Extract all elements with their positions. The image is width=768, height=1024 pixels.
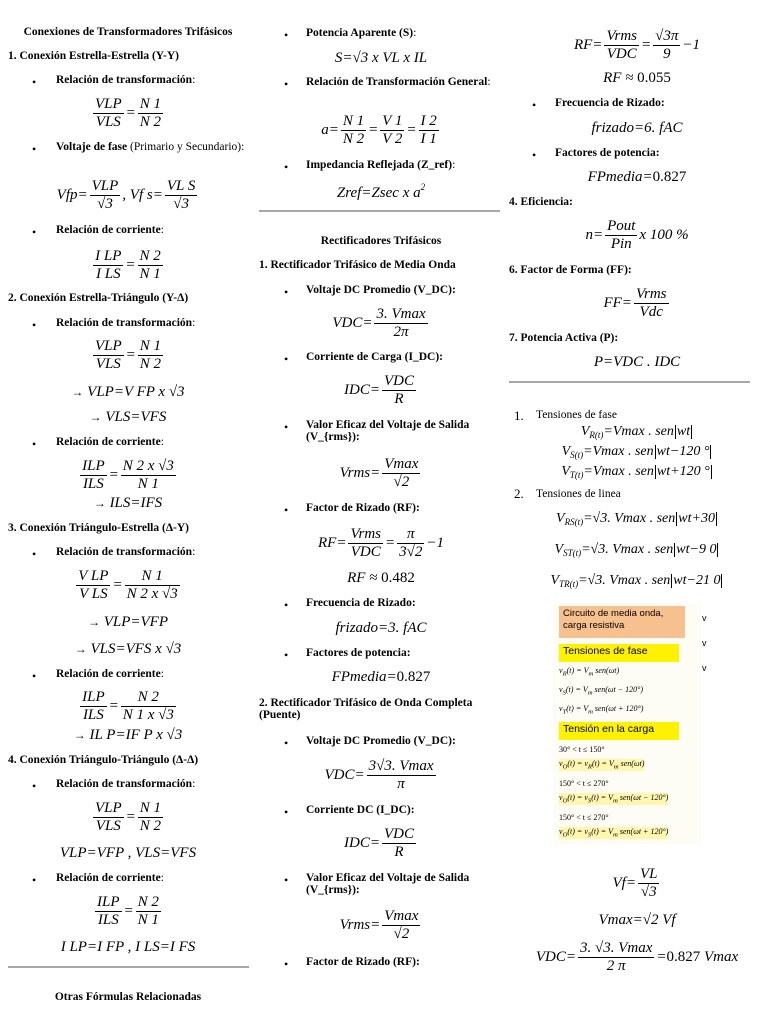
image-edge-mark: v: [702, 613, 707, 623]
image-formula: $v_O(t) = v_S(t) = V_m$ sen(ωt − 120°): [559, 793, 669, 805]
bullet-item: Frecuencia de Rizado:: [306, 597, 416, 609]
bullet-item: Valor Eficaz del Voltaje de Salida (V_{rms}):: [306, 419, 470, 443]
bullet-icon: •: [32, 75, 37, 89]
formula: RF= Vrms VDC = $\frac{√3\pi}{9}$ −1: [573, 28, 700, 62]
divider: [8, 966, 249, 968]
bullet-icon: •: [32, 873, 37, 887]
bullet-item: Factor de Rizado (RF):: [306, 956, 420, 968]
formula: FF= Vrms Vdc: [603, 286, 667, 320]
heading-full-wave: 2. Rectificador Trifásico de Onda Completa (Puente): [259, 697, 473, 721]
bullet-icon: •: [284, 736, 289, 750]
formula: $V_{ST(t)}=√3$. Vmax . sen wt−9 0: [554, 542, 717, 558]
formula: S=√3 x VL x IL: [334, 50, 428, 66]
heading-form-factor: 6. Factor de Forma (FF):: [509, 264, 632, 276]
formula: Zref=Zsec x $a^2$: [336, 182, 426, 201]
image-formula: $v_R(t) = V_m$ sen(ωt): [559, 666, 620, 678]
formula: VLP VLS = $\frac{N 1}{N 2}$: [94, 338, 162, 372]
bullet-icon: •: [32, 547, 37, 561]
image-title-box: Circuito de media onda, carga resistiva: [559, 606, 685, 638]
bullet-item: Relación de Transformación General:: [306, 76, 491, 88]
formula: RF ≈ 0.482: [347, 570, 415, 586]
bullet-icon: •: [32, 779, 37, 793]
bullet-icon: •: [32, 142, 37, 156]
heading-half-wave: 1. Rectificador Trifásico de Media Onda: [259, 259, 456, 271]
bullet-icon: •: [284, 352, 289, 366]
formula: IDC= VDC R: [344, 826, 414, 860]
bullet-icon: •: [284, 28, 289, 42]
image-load-box: Tensión en la carga: [559, 722, 679, 740]
image-formula: $v_T(t) = V_m$ sen(ωt + 120°): [559, 704, 644, 716]
list-item: Tensiones de linea: [536, 488, 621, 500]
bullet-icon: •: [32, 669, 37, 683]
bullet-item: Voltaje DC Promedio (V_DC):: [306, 735, 456, 747]
formula: RF ≈ 0.055: [603, 70, 671, 86]
bullet-item: Relación de corriente:: [56, 436, 164, 448]
formula: RF= Vrms VDC = $\frac{\pi}{3√2}$ −1: [318, 526, 444, 560]
bullet-icon: •: [284, 285, 289, 299]
formula: $V_{T(t)}=Vmax$ . sen wt+120 °: [561, 464, 710, 480]
bullet-item: Relación de transformación:: [56, 74, 196, 86]
formula: $V_{RS(t)}=√3$. Vmax . sen wt+30: [556, 511, 715, 527]
heading-deltadelta: 4. Conexión Triángulo-Triángulo (Δ-Δ): [8, 754, 199, 766]
image-formula: $v_O(t) = v_R(t) = V_m$ sen(ωt): [559, 759, 645, 771]
image-formula: 30° < t ≤ 150°: [559, 745, 605, 754]
image-edge-mark: v: [702, 663, 707, 673]
list-number: 2.: [514, 486, 524, 501]
formula: Vfp= VLP √3 , Vf s= $\frac{\text{VL S}}{√3}$: [56, 178, 196, 212]
heading-deltay: 3. Conexión Triángulo-Estrella (Δ-Y): [8, 522, 189, 534]
formula: I LP=I FP , I LS=I FS: [60, 939, 196, 955]
formula: Vmax=√2 Vf: [598, 912, 676, 928]
formula: $V_{R(t)}=Vmax$ . sen wt: [580, 424, 691, 440]
formula: VDC= 3. Vmax 2π: [332, 306, 426, 340]
bullet-item: Corriente de Carga (I_DC):: [306, 351, 444, 363]
formula: $V_{S(t)}=Vmax$ . sen wt−120 °: [561, 444, 710, 460]
bullet-icon: •: [284, 420, 289, 434]
formula: IDC= VDC R: [344, 373, 414, 407]
image-formula: 150° < t ≤ 270°: [559, 813, 609, 822]
bullet-item: Factor de Rizado (RF):: [306, 502, 420, 514]
formula: VDC= 3√3. Vmax π: [324, 758, 434, 792]
bullet-icon: •: [284, 503, 289, 517]
bullet-item: Relación de corriente:: [56, 224, 164, 236]
heading-ydelta: 2. Conexión Estrella-Triángulo (Y-Δ): [8, 292, 189, 304]
formula: → VLS=VFS: [89, 409, 167, 425]
formula: Vf= $\frac{VL}{√3}$: [612, 866, 658, 900]
bullet-icon: •: [284, 648, 289, 662]
formula: ILP ILS = $\frac{N 2 x √3}{N 1}$: [82, 458, 174, 492]
heading-active-power: 7. Potencia Activa (P):: [509, 332, 619, 344]
image-formula: 150° < t ≤ 270°: [559, 779, 609, 788]
bullet-icon: •: [532, 148, 537, 162]
bullet-item: Potencia Aparente (S):: [306, 27, 417, 39]
formula: frizado=3. fAC: [335, 620, 427, 636]
formula: Vrms= Vmax √2: [339, 908, 419, 942]
formula: → ILS=IFS: [93, 495, 163, 511]
image-formula: $v_O(t) = v_S(t) = V_m$ sen(ωt + 120°): [559, 827, 669, 839]
formula: ILP ILS = $\frac{N 2}{N 1 x √3}$: [82, 689, 174, 723]
formula: $\frac{\text{I LP}}{\text{I LS}}$ = $\frac{N 2}{N 1}$: [95, 248, 161, 282]
bullet-item: Voltaje de fase (Primario y Secundario):: [56, 141, 245, 153]
heading-yy: 1. Conexión Estrella-Estrella (Y-Y): [8, 50, 180, 62]
formula: VLP=VFP , VLS=VFS: [59, 845, 197, 861]
formula: VDC= 3. √3. Vmax 2 π =0.827 Vmax: [535, 940, 739, 974]
image-edge-mark: v: [702, 638, 707, 648]
section-title-other: Otras Fórmulas Relacionadas: [54, 991, 202, 1003]
list-number: 1.: [514, 408, 524, 423]
formula: → VLP=V FP x √3: [71, 384, 185, 400]
formula: → VLS=VFS x √3: [74, 641, 182, 657]
formula: → IL P=IF P x √3: [73, 727, 183, 743]
bullet-item: Voltaje DC Promedio (V_DC):: [306, 284, 456, 296]
bullet-icon: •: [32, 318, 37, 332]
list-item: Tensiones de fase: [536, 409, 617, 421]
bullet-icon: •: [284, 598, 289, 612]
formula: VLP VLS = $\frac{N 1}{N 2}$: [94, 96, 162, 130]
bullet-item: Factores de potencia:: [555, 147, 660, 159]
bullet-icon: •: [532, 98, 537, 112]
formula: VLP VLS = $\frac{N 1}{N 2}$: [94, 800, 162, 834]
formula: FPmedia=0.827: [331, 669, 431, 685]
bullet-item: Frecuencia de Rizado:: [555, 97, 665, 109]
divider: [259, 210, 500, 212]
heading-efficiency: 4. Eficiencia:: [509, 196, 573, 208]
bullet-icon: •: [284, 805, 289, 819]
formula: a= $\frac{N 1}{N 2}$ = $\frac{V 1}{V 2}$ = $\frac{I 2}{I 1}$: [321, 113, 437, 147]
bullet-item: Relación de corriente:: [56, 668, 164, 680]
bullet-item: Relación de corriente:: [56, 872, 164, 884]
formula: → VLP=VFP: [87, 614, 169, 630]
formula: frizado=6. fAC: [591, 120, 683, 136]
embedded-notes-image: [553, 603, 701, 845]
bullet-icon: •: [32, 225, 37, 239]
formula: FPmedia=0.827: [587, 169, 687, 185]
bullet-item: Relación de transformación:: [56, 546, 196, 558]
formula: n= Pout Pin x 100 %: [585, 218, 689, 252]
bullet-icon: •: [32, 437, 37, 451]
formula: $\frac{\text{V LP}}{\text{V LS}}$ = $\frac{N 1}{N 2 x √3}$: [78, 568, 178, 602]
bullet-item: Corriente DC (I_DC):: [306, 804, 415, 816]
rectifiers-title: Rectificadores Trifásicos: [320, 235, 442, 247]
bullet-icon: •: [284, 160, 289, 174]
image-formula: $v_S(t) = V_m$ sen(ωt − 120°): [559, 685, 644, 697]
bullet-item: Factores de potencia:: [306, 647, 411, 659]
formula: $V_{TR(t)}=√3$. Vmax . sen wt−21 0: [550, 573, 721, 589]
bullet-icon: •: [284, 957, 289, 971]
formula: P=VDC . IDC: [593, 354, 681, 370]
bullet-item: Relación de transformación:: [56, 778, 196, 790]
bullet-item: Relación de transformación:: [56, 317, 196, 329]
bullet-icon: •: [284, 77, 289, 91]
formula: Vrms= Vmax √2: [339, 456, 419, 490]
section-title: Conexiones de Transformadores Trifásicos: [23, 26, 233, 38]
divider: [509, 381, 750, 383]
bullet-icon: •: [284, 873, 289, 887]
bullet-item: Impedancia Reflejada (Z_ref):: [306, 159, 456, 171]
bullet-item: Valor Eficaz del Voltaje de Salida (V_{rms}):: [306, 872, 470, 896]
formula: ILP ILS = $\frac{N 2}{N 1}$: [97, 894, 159, 928]
image-phase-box: Tensiones de fase: [559, 644, 679, 662]
